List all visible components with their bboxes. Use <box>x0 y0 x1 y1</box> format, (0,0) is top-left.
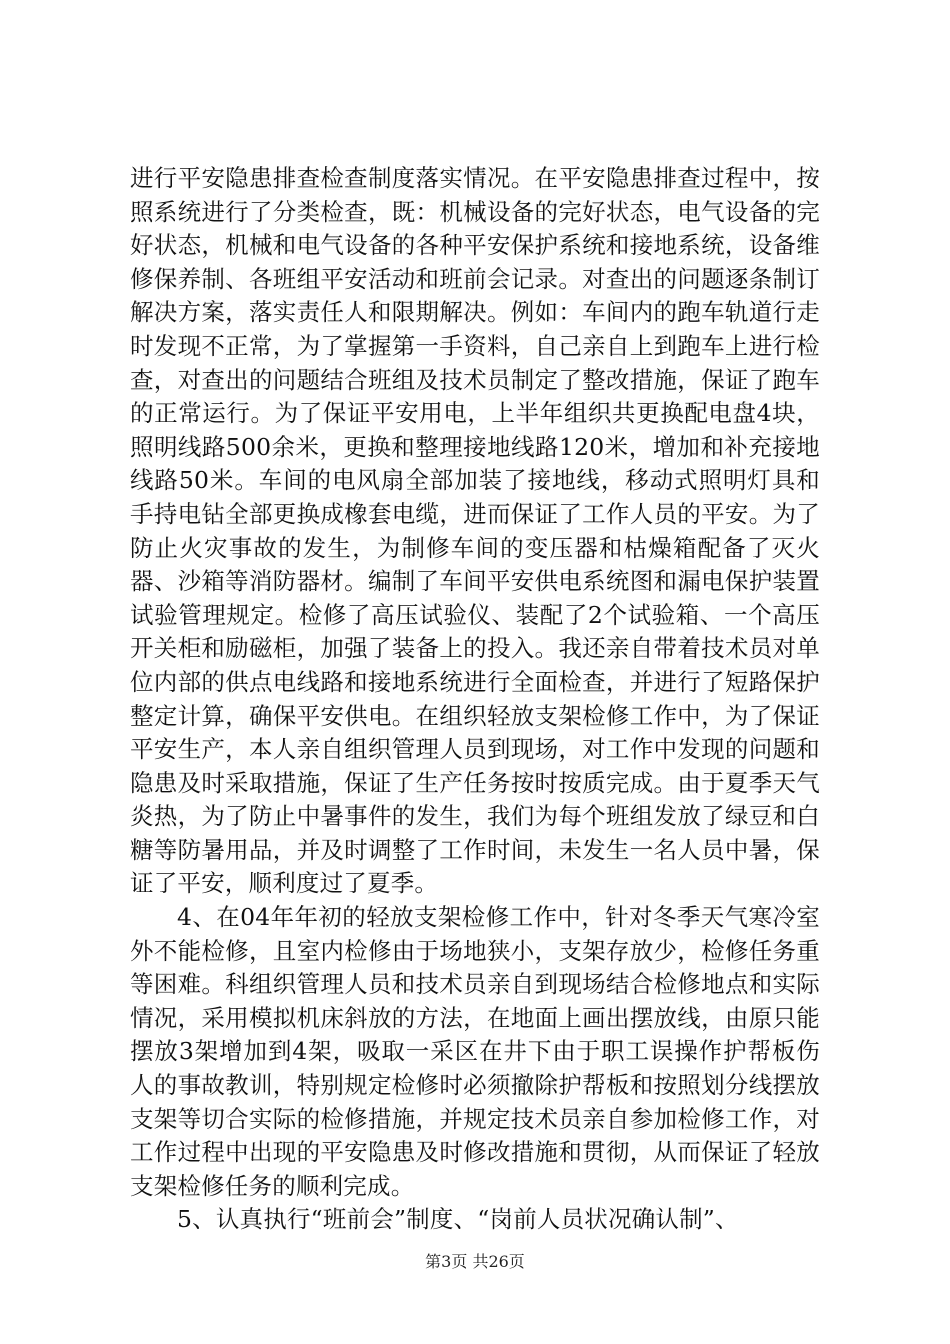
paragraph-safety-inspection: 进行平安隐患排查检查制度落实情况。在平安隐患排查过程中，按照系统进行了分类检查，既：机械设备的完好状态，电气设备的完好状态，机械和电气设备的各种平安保护系统和接地系统，设备维修保养制、各班组平安活动和班前会记录。对查出的问题逐条制订解决方案，落实责任人和限期解决。例如：车间内的跑车轨道行走时发现不正常，为了掌握第一手资料，自己亲自上到跑车上进行检查，对查出的问题结合班组及技术员制定了整改措施，保证了跑车的正常运行。为了保证平安用电，上半年组织共更换配电盘4块，照明线路500余米，更换和整理接地线路120米，增加和补充接地线路50米。车间的电风扇全部加装了接地线，移动式照明灯具和手持电钻全部更换成橡套电缆，进而保证了工作人员的平安。为了防止火灾事故的发生，为制修车间的变压器和枯燥箱配备了灭火器、沙箱等消防器材。编制了车间平安供电系统图和漏电保护装置试验管理规定。检修了高压试验仪、装配了2个试验箱、一个高压开关柜和励磁柜，加强了装备上的投入。我还亲自带着技术员对单位内部的供点电线路和接地系统进行全面检查，并进行了短路保护整定计算，确保平安供电。在组织轻放支架检修工作中，为了保证平安生产，本人亲自组织管理人员到现场，对工作中发现的问题和隐患及时采取措施，保证了生产任务按时按质完成。由于夏季天气炎热，为了防止中暑事件的发生，我们为每个班组发放了绿豆和白糖等防暑用品，并及时调整了工作时间，未发生一名人员中暑，保证了平安，顺利度过了夏季。 <box>130 164 820 898</box>
paragraph-item-5: 5、认真执行“班前会”制度、“岗前人员状况确认制”、 <box>177 1205 739 1234</box>
document-body <box>130 162 820 1237</box>
paragraph-item-4: 4、在04年年初的轻放支架检修工作中，针对冬季天气寒冷室外不能检修，且室内检修由于场地狭小，支架存放少，检修任务重等困难。科组织管理人员和技术员亲自到现场结合检修地点和实际情况，采用模拟机床斜放的方法，在地面上画出摆放线，由原只能摆放3架增加到4架，吸取一采区在井下由于职工误操作护帮板伤人的事故教训，特别规定检修时必须撤除护帮板和按照划分线摆放支架等切合实际的检修措施，并规定技术员亲自参加检修工作，对工作过程中出现的平安隐患及时修改措施和贯彻，从而保证了轻放支架检修任务的顺利完成。 <box>130 903 820 1200</box>
page-number: 第3页 共26页 <box>425 1252 525 1271</box>
page-footer <box>0 1252 950 1272</box>
